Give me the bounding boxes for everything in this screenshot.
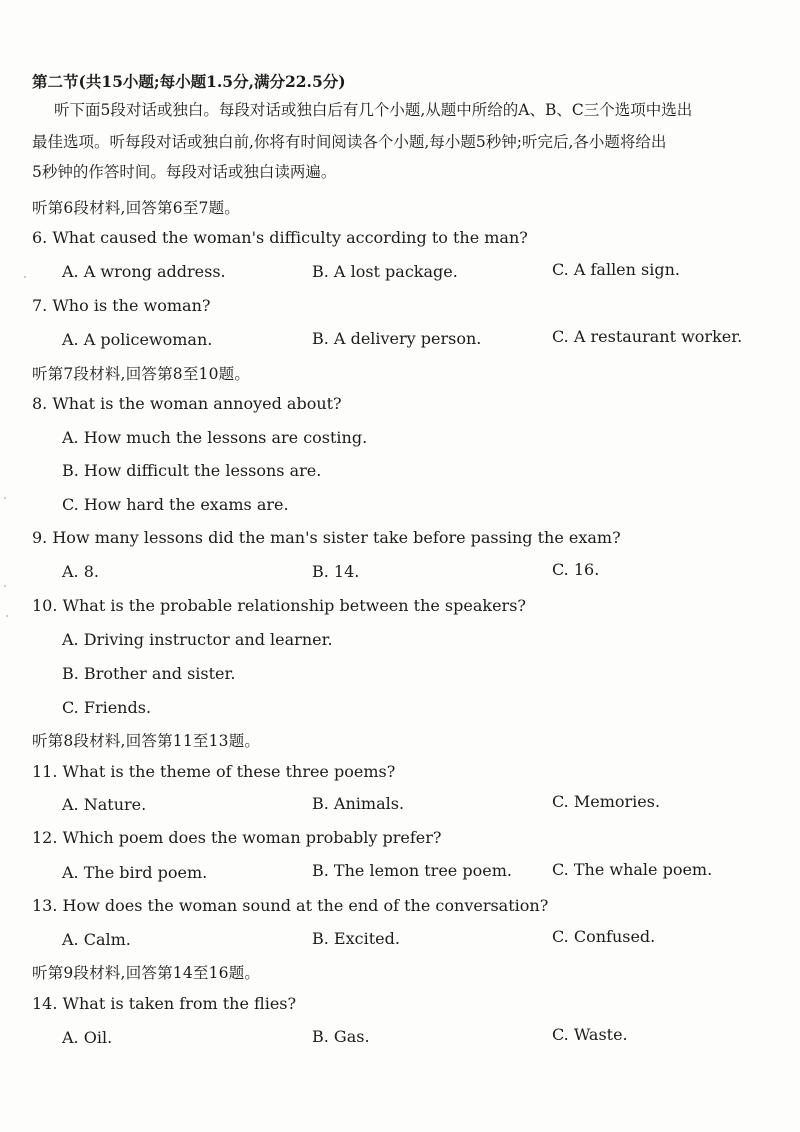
question-14-option-a[interactable]: A. Oil. xyxy=(62,1028,113,1047)
question-13-option-b[interactable]: B. Excited. xyxy=(312,929,400,948)
scan-speck xyxy=(24,276,26,278)
question-9-option-a[interactable]: A. 8. xyxy=(62,562,99,581)
instruction-line-3: 5秒钟的作答时间。每段对话或独白读两遍。 xyxy=(32,163,337,181)
question-10-option-c[interactable]: C. Friends. xyxy=(62,698,152,717)
question-10-option-b[interactable]: B. Brother and sister. xyxy=(62,664,236,683)
question-6-stem: 6. What caused the woman's difficulty according to the man? xyxy=(32,228,528,247)
question-11-stem: 11. What is the theme of these three poems? xyxy=(32,762,396,781)
question-13-stem: 13. How does the woman sound at the end of the conversation? xyxy=(32,896,549,915)
question-14-stem: 14. What is taken from the flies? xyxy=(32,994,297,1013)
question-8-stem: 8. What is the woman annoyed about? xyxy=(32,394,342,413)
question-12-option-c[interactable]: C. The whale poem. xyxy=(552,860,713,879)
question-7-option-c[interactable]: C. A restaurant worker. xyxy=(552,327,743,346)
scan-speck xyxy=(4,497,6,499)
question-14-option-b[interactable]: B. Gas. xyxy=(312,1027,370,1046)
question-13-option-c[interactable]: C. Confused. xyxy=(552,927,656,946)
scan-speck xyxy=(6,615,8,617)
question-8-option-b[interactable]: B. How difficult the lessons are. xyxy=(62,461,322,480)
question-11-option-a[interactable]: A. Nature. xyxy=(62,795,147,814)
group-label-7: 听第7段材料,回答第8至10题。 xyxy=(32,365,251,383)
question-6-option-b[interactable]: B. A lost package. xyxy=(312,262,458,281)
question-9-stem: 9. How many lessons did the man's sister take before passing the exam? xyxy=(32,528,621,547)
question-10-option-a[interactable]: A. Driving instructor and learner. xyxy=(62,630,333,649)
question-6-option-a[interactable]: A. A wrong address. xyxy=(62,262,226,281)
question-11-option-c[interactable]: C. Memories. xyxy=(552,792,661,811)
scan-speck xyxy=(4,585,6,587)
section-heading: 第二节(共15小题;每小题1.5分,满分22.5分) xyxy=(32,72,346,91)
question-8-option-c[interactable]: C. How hard the exams are. xyxy=(62,495,289,514)
question-14-option-c[interactable]: C. Waste. xyxy=(552,1025,628,1044)
question-9-option-c[interactable]: C. 16. xyxy=(552,560,600,579)
question-9-option-b[interactable]: B. 14. xyxy=(312,562,360,581)
instruction-line-2: 最佳选项。听每段对话或独白前,你将有时间阅读各个小题,每小题5秒钟;听完后,各小题将给出 xyxy=(32,133,667,151)
instruction-line-1: 听下面5段对话或独白。每段对话或独白后有几个小题,从题中所给的A、B、C三个选项中选出 xyxy=(54,101,693,119)
group-label-6: 听第6段材料,回答第6至7题。 xyxy=(32,199,241,217)
question-8-option-a[interactable]: A. How much the lessons are costing. xyxy=(62,428,368,447)
question-11-option-b[interactable]: B. Animals. xyxy=(312,794,405,813)
question-6-option-c[interactable]: C. A fallen sign. xyxy=(552,260,680,279)
question-12-option-a[interactable]: A. The bird poem. xyxy=(62,863,208,882)
question-7-option-b[interactable]: B. A delivery person. xyxy=(312,329,482,348)
question-7-option-a[interactable]: A. A policewoman. xyxy=(62,330,213,349)
question-12-stem: 12. Which poem does the woman probably prefer? xyxy=(32,828,442,847)
question-7-stem: 7. Who is the woman? xyxy=(32,296,211,315)
question-13-option-a[interactable]: A. Calm. xyxy=(62,930,131,949)
question-10-stem: 10. What is the probable relationship between the speakers? xyxy=(32,596,526,615)
group-label-9: 听第9段材料,回答第14至16题。 xyxy=(32,964,261,982)
question-12-option-b[interactable]: B. The lemon tree poem. xyxy=(312,861,512,880)
group-label-8: 听第8段材料,回答第11至13题。 xyxy=(32,732,261,750)
